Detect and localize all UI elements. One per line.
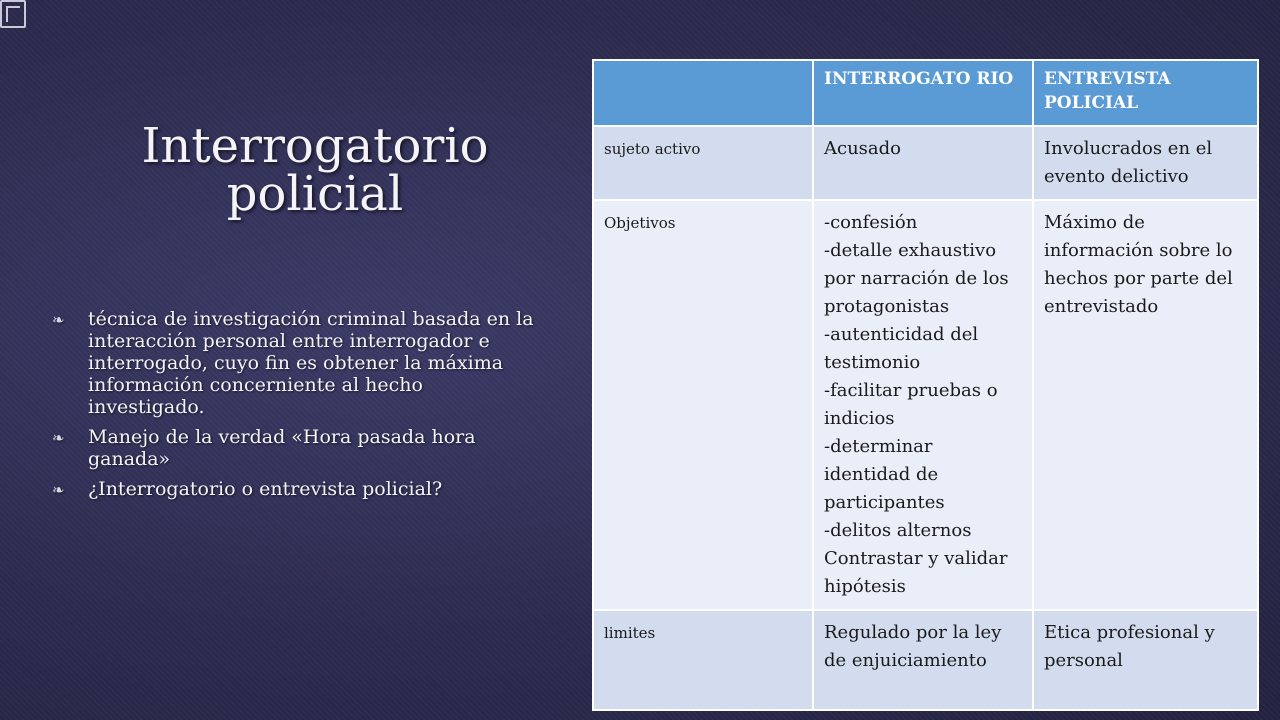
row-label: sujeto activo (593, 126, 813, 200)
slide-title: Interrogatorio policial (141, 118, 489, 222)
bullet-flourish-icon: ❧ (52, 311, 65, 329)
entrevista-cell: Máximo de información sobre lo hechos por parte del entrevistado (1033, 200, 1258, 610)
header-cell-interrogatorio: INTERROGATO RIO (813, 60, 1033, 126)
interrogatorio-cell: Acusado (813, 126, 1033, 200)
table-row (593, 200, 1258, 610)
bullet-text: técnica de investigación criminal basada en la interacción personal entre interrogador e interrogado, cuyo fin es obtener la máxima información concerniente al hecho investigado. (88, 308, 534, 418)
bullet-list (50, 308, 545, 508)
entrevista-cell: Involucrados en el evento delictivo (1033, 126, 1258, 200)
bullet-flourish-icon: ❧ (52, 481, 65, 499)
row-label: limites (593, 610, 813, 710)
entrevista-cell: Etica profesional y personal (1033, 610, 1258, 710)
header-cell-empty (593, 60, 813, 126)
table-row (593, 610, 1258, 710)
table-row (593, 126, 1258, 200)
bullet-item (50, 426, 545, 470)
bullet-text: Manejo de la verdad «Hora pasada hora ganada» (88, 426, 476, 470)
header-cell-entrevista: ENTREVISTA POLICIAL (1033, 60, 1258, 126)
slide-corner-decoration (0, 0, 26, 28)
interrogatorio-cell: -confesión -detalle exhaustivo por narración de los protagonistas -autenticidad del testimonio -facilitar pruebas o indicios -determinar identidad de participantes -delitos alternos Contrastar y validar hipótesis (813, 200, 1033, 610)
table-header-row (593, 60, 1258, 126)
comparison-table (592, 59, 1259, 711)
bullet-item (50, 308, 545, 418)
bullet-flourish-icon: ❧ (52, 429, 65, 447)
comparison-table-container (592, 59, 1257, 706)
row-label: Objetivos (593, 200, 813, 610)
bullet-item (50, 478, 545, 500)
interrogatorio-cell: Regulado por la ley de enjuiciamiento (813, 610, 1033, 710)
bullet-text: ¿Interrogatorio o entrevista policial? (88, 478, 443, 500)
